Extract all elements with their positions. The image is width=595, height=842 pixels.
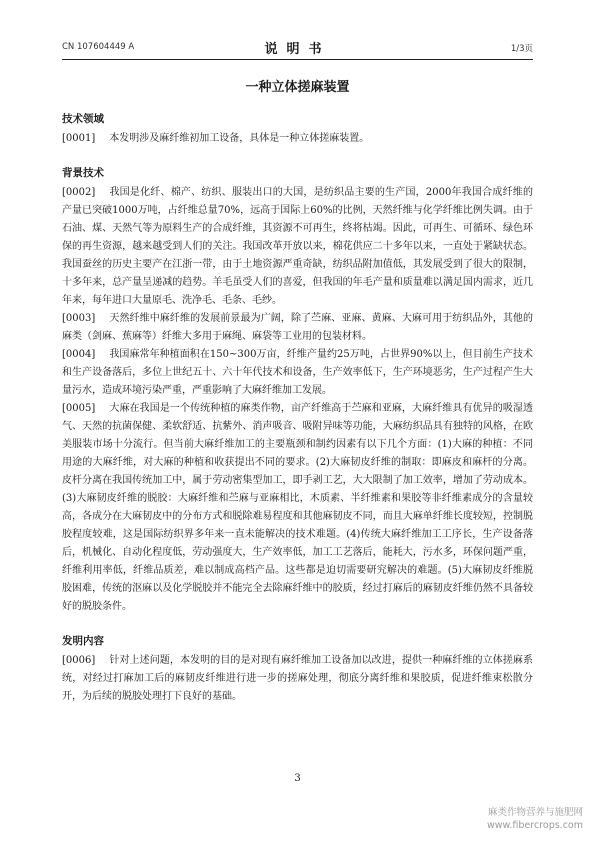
page-info: 1/3页 [510,44,533,54]
document-body [62,104,533,706]
watermark [487,806,583,832]
paragraph-number: [0002] [62,187,96,198]
page-header [62,36,533,58]
paragraph-text: 天然纤维中麻纤维的发展前景最为广阔，除了苎麻、亚麻、黄麻、大麻可用于纺织品外，其他的麻类（剑麻、蕉麻等）纤维大多用于麻绳、麻袋等工业用的包装材料。 [62,313,533,342]
paragraph-text: 我国麻常年种植面积在150~300万亩，纤维产量约25万吨，占世界90%以上，但目前生产技术和生产设备落后，多位上世纪五十、六十年代技术和设备，生产效率低下，生产环境恶劣，生产过程产生大量污水，造成环境污染严重，严重影响了大麻纤维加工发展。 [62,349,533,396]
paragraph-number: [0001] [62,133,96,144]
paragraph-0003 [62,310,533,346]
paragraph-0005 [62,400,533,616]
document-type: 说明书 [264,42,331,57]
paragraph-0004 [62,346,533,400]
spacer [62,148,533,158]
paragraph-text: 针对上述问题，本发明的目的是对现有麻纤维加工设备加以改进，提供一种麻纤维的立体搓麻系统，对经过打麻加工后的麻韧皮纤维进行进一步的搓麻处理，彻底分离纤维和果胶质，促进纤维束松散分开，为后续的脱胶处理打下良好的基础。 [62,655,533,702]
publication-number: CN 107604449 A [62,42,135,52]
page-number: 3 [294,773,301,784]
watermark-url: www.fibercrops.com [486,820,583,831]
paragraph-0006 [62,652,533,706]
section-heading-invention: 发明内容 [62,635,104,647]
document-title: 一种立体搓麻装置 [245,80,350,95]
paragraph-number: [0004] [62,349,96,360]
paragraph-0002 [62,184,533,310]
paragraph-number: [0006] [62,655,96,666]
section-heading-tech-field: 技术领域 [62,113,104,125]
paragraph-number: [0005] [62,403,96,414]
paragraph-number: [0003] [62,313,96,324]
header-rule [62,59,533,60]
paragraph-text: 大麻在我国是一个传统种植的麻类作物，亩产纤维高于苎麻和亚麻，大麻纤维具有优异的吸湿透气、天然的抗菌保健、柔软舒适、抗紫外、消声吸音、吸附异味等功能，大麻纺织品具有独特的风格，在欧美服装市场十分流行。但当前大麻纤维加工的主要瓶颈和制约因素有以下几个方面：(1)大麻的种植：不同用途的大麻纤维，对大麻的种植和收获提出不同的要求。(2)大麻韧皮纤维的制取：即麻皮和麻杆的分离。皮杆分离在我国传统加工中，属于劳动密集型加工，即手剥工艺，大大限制了加工效率，增加了劳动成本。(3)大麻韧皮纤维的脱胶：大麻纤维和苎麻与亚麻相比，木质素、半纤维素和果胶等非纤维素成分的含量较高，各成分在大麻韧皮中的分布方式和脱除难易程度和其他麻韧皮不同，而且大麻单纤维长度较短，控制脱胶程度较难，这是国际纺织界多年来一直未能解决的技术难题。(4)传统大麻纤维加工工序长，生产设备落后，机械化、自动化程度低，劳动强度大，生产效率低，加工工艺落后，能耗大，污水多，环保问题严重，纤维利用率低，纤维品质差，难以制成高档产品。这些都是迫切需要研究解决的难题。(5)大麻韧皮纤维脱胶困难，传统的沤麻以及化学脱胶并不能完全去除麻纤维中的胶质，经过打麻后的麻韧皮纤维仍然不具备较好的脱胶条件。 [62,403,533,612]
section-heading-background: 背景技术 [62,167,104,179]
paragraph-text: 我国是化纤、棉产、纺织、服装出口的大国，是纺织品主要的生产国，2000年我国合成纤维的产量已突破1000万吨，占纤维总量70%，远高于国际上60%的比例，天然纤维与化学纤维比例失调。由于石油、煤、天然气等为原料生产的合成纤维，其资源不可再生，终将枯竭。因此，可再生、可循环、绿色环保的再生资源，越来越受到人们的关注。我国改革开放以来，棉花供应二十多年以来，一直处于紧缺状态。我国蚕丝的历史主要产在江浙一带，由于土地资源严重奇缺，纺织品附加值低，其发展受到了很大的限制，十多年来，总产量呈递减的趋势。羊毛虽受人们的喜爱，但我国的年毛产量和质量难以满足国内需求，近几年来，每年进口大量原毛、洗净毛、毛条、毛纱。 [62,187,533,306]
watermark-title: 麻类作物营养与施肥网 [487,807,583,818]
paragraph-0001 [62,130,533,148]
spacer [62,616,533,626]
paragraph-text: 本发明涉及麻纤维初加工设备，具体是一种立体搓麻装置。 [109,133,370,144]
